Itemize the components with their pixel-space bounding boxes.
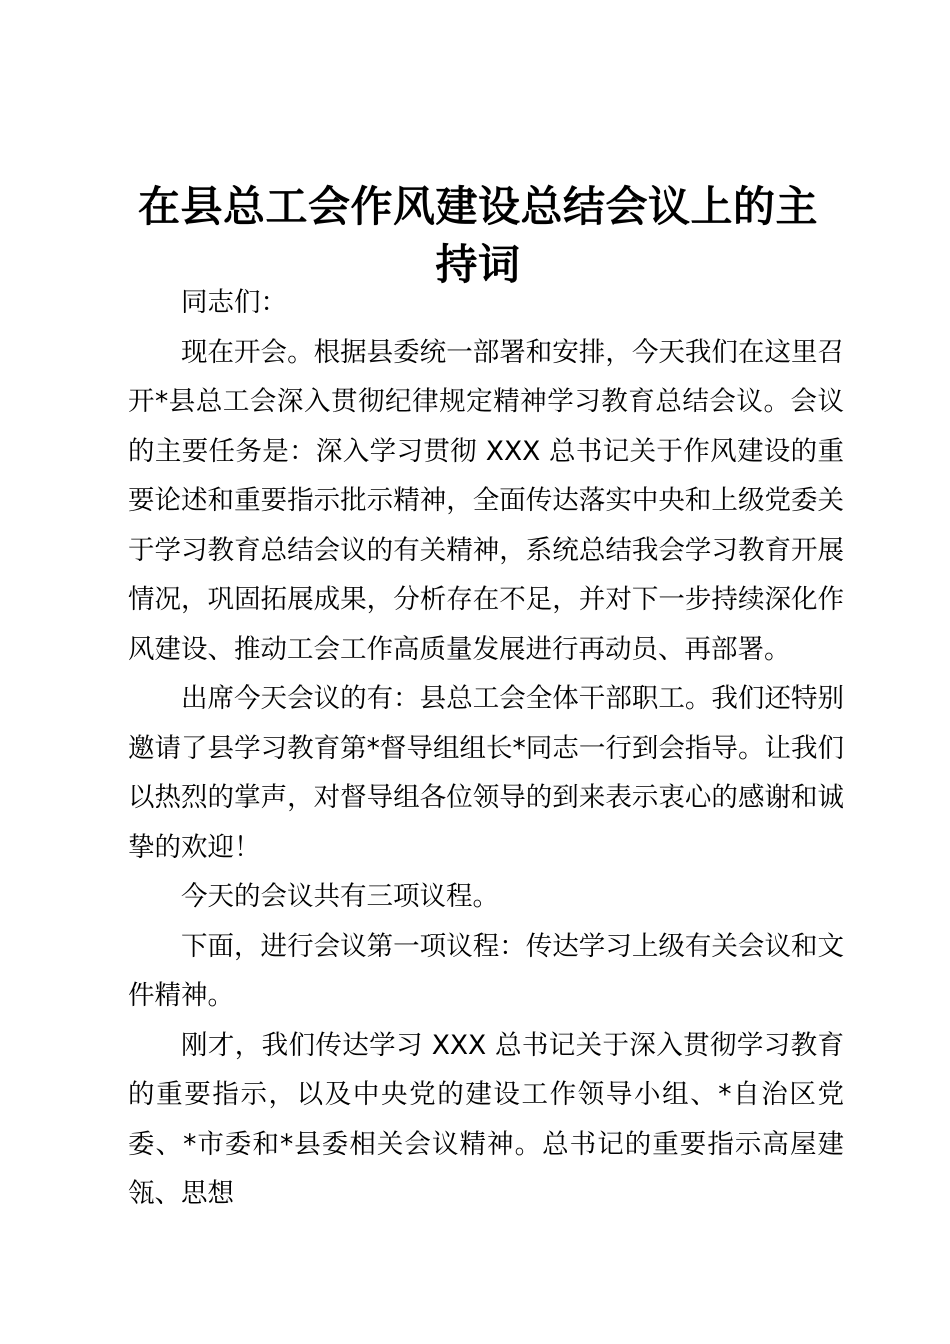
document-title: 在县总工会作风建设总结会议上的主持词 <box>137 182 818 289</box>
paragraph-agenda-item-one: 下面，进行会议第一项议程：传达学习上级有关会议和文件精神。 <box>128 930 844 1011</box>
paragraph-summary: 刚才，我们传达学习 XXX 总书记关于深入贯彻学习教育的重要指示，以及中央党的建设工作领导小组、*自治区党委、*市委和*县委相关会议精神。总书记的重要指示高屋建瓴、思想 <box>128 1029 844 1209</box>
paragraph-agenda-count: 今天的会议共有三项议程。 <box>181 881 499 912</box>
document-body <box>128 278 844 1219</box>
paragraph-salutation: 同志们： <box>181 287 287 318</box>
paragraph-opening: 现在开会。根据县委统一部署和安排，今天我们在这里召开*县总工会深入贯彻纪律规定精神学习教育总结会议。会议的主要任务是：深入学习贯彻 XXX 总书记关于作风建设的重要论述和重要指示批示精神，全面传达落实中央和上级党委关于学习教育总结会议的有关精神，系统总结我会学习教育开展情况，巩固拓展成果，分析存在不足，并对下一步持续深化作风建设、推动工会工作高质量发展进行再动员、再部署。 <box>128 336 844 665</box>
paragraph-attendees: 出席今天会议的有：县总工会全体干部职工。我们还特别邀请了县学习教育第*督导组组长*同志一行到会指导。让我们以热烈的掌声，对督导组各位领导的到来表示衷心的感谢和诚挚的欢迎！ <box>128 683 844 863</box>
